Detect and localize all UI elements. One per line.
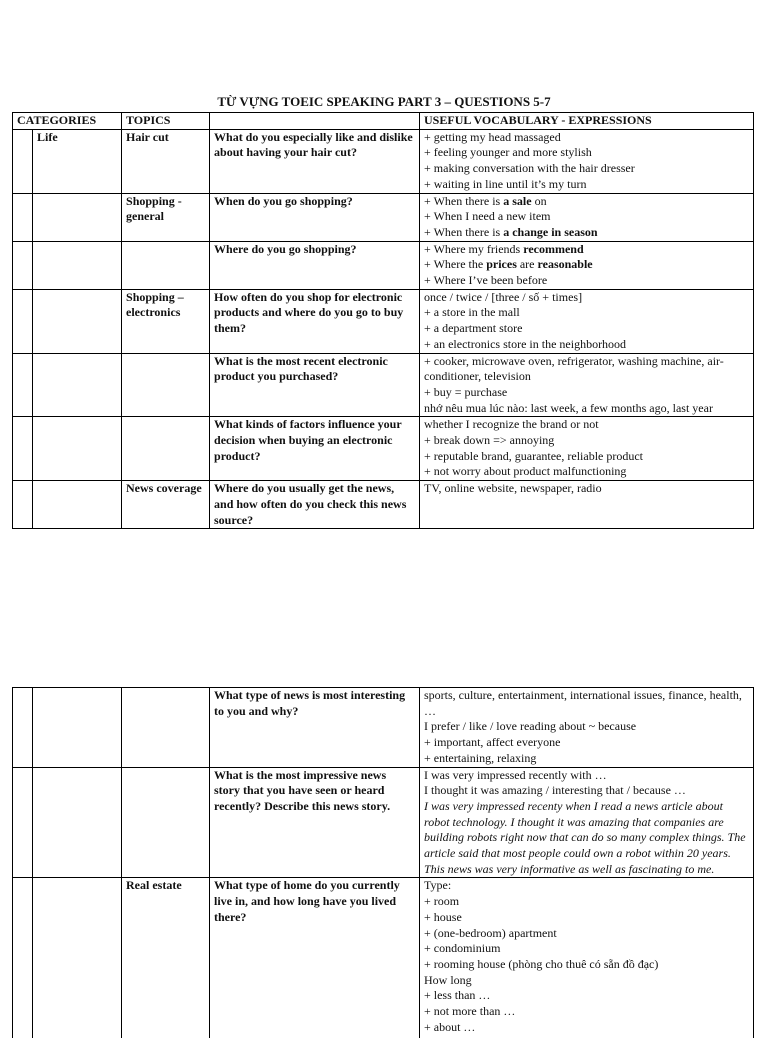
category-cell: Life [33, 129, 122, 193]
vocabulary-text: + waiting in line until it’s my turn [424, 176, 587, 191]
vocabulary-line [424, 910, 749, 926]
vocabulary-line [424, 449, 749, 465]
vocabulary-line [424, 401, 749, 417]
vocabulary-text: + feeling younger and more stylish [424, 145, 592, 160]
category-cell [33, 767, 122, 878]
category-cell [33, 353, 122, 417]
vocabulary-text: + about … [424, 1019, 476, 1034]
topic-cell: Shopping – electronics [122, 289, 210, 353]
topic-cell [122, 241, 210, 289]
category-cell [33, 417, 122, 481]
vocabulary-text: + an electronics store in the neighborhood [424, 336, 627, 351]
table-body-continued [13, 688, 754, 1038]
vocabulary-text: sports, culture, entertainment, international issues, finance, health, … [424, 688, 742, 718]
vocabulary-cell [420, 289, 754, 353]
vocabulary-cell [420, 353, 754, 417]
vocabulary-line [424, 177, 749, 193]
topic-cell: News coverage [122, 481, 210, 529]
vocabulary-line [424, 481, 749, 497]
row-margin-cell [13, 193, 33, 241]
vocabulary-line [424, 354, 749, 385]
vocabulary-line [424, 433, 749, 449]
category-cell [33, 193, 122, 241]
vocabulary-text: + room [424, 894, 460, 909]
table-row [13, 878, 754, 1038]
topic-cell [122, 353, 210, 417]
vocabulary-cell [420, 688, 754, 768]
table-row [13, 129, 754, 193]
topic-cell [122, 767, 210, 878]
vocabulary-cell [420, 193, 754, 241]
vocabulary-line [424, 161, 749, 177]
vocabulary-text: + not more than … [424, 1004, 516, 1019]
vocabulary-text: + cooker, microwave oven, refrigerator, washing machine, air-conditioner, television [424, 353, 724, 384]
row-margin-cell [13, 688, 33, 768]
vocabulary-text: + important, affect everyone [424, 735, 561, 750]
vocabulary-line [424, 130, 749, 146]
vocabulary-line [424, 768, 749, 784]
topic-cell: Real estate [122, 878, 210, 1038]
vocabulary-cell [420, 767, 754, 878]
vocabulary-emphasis: prices [486, 257, 517, 272]
vocabulary-line [424, 385, 749, 401]
vocabulary-cell [420, 878, 754, 1038]
vocabulary-text: + rooming house (phòng cho thuê có sẵn đồ đạc) [424, 956, 659, 971]
vocabulary-emphasis: reasonable [537, 257, 593, 272]
vocabulary-text: + house [424, 909, 462, 924]
vocabulary-cell [420, 129, 754, 193]
vocabulary-text: How long [424, 972, 472, 987]
table-row [13, 417, 754, 481]
vocabulary-line [424, 1004, 749, 1020]
vocabulary-line [424, 719, 749, 735]
vocabulary-text: I prefer / like / love reading about ~ because [424, 719, 637, 734]
vocabulary-line [424, 194, 749, 210]
vocabulary-line [424, 417, 749, 433]
table-row [13, 241, 754, 289]
question-cell: What is the most recent electronic product you purchased? [210, 353, 420, 417]
vocabulary-line [424, 273, 749, 289]
topic-cell [122, 688, 210, 768]
vocabulary-text: + (one-bedroom) apartment [424, 925, 557, 940]
row-margin-cell [13, 767, 33, 878]
question-cell: How often do you shop for electronic products and where do you go to buy them? [210, 289, 420, 353]
vocabulary-text: TV, online website, newspaper, radio [424, 481, 602, 496]
vocabulary-line [424, 878, 749, 894]
vocabulary-text: + Where I’ve been before [424, 273, 548, 288]
vocabulary-cell [420, 481, 754, 529]
document-title: TỪ VỰNG TOEIC SPEAKING PART 3 – QUESTIONS 5-7 [217, 94, 551, 109]
vocabulary-text: + reputable brand, guarantee, reliable product [424, 448, 644, 463]
vocabulary-text: Type: [424, 878, 452, 893]
vocabulary-line [424, 321, 749, 337]
topic-cell: Shopping - general [122, 193, 210, 241]
vocabulary-text: I was very impressed recently with … [424, 767, 607, 782]
vocabulary-text: are [516, 257, 538, 272]
row-margin-cell [13, 289, 33, 353]
vocabulary-emphasis: a change in season [503, 224, 598, 239]
vocabulary-text: once / twice / [three / số + times] [424, 289, 583, 304]
row-margin-cell [13, 878, 33, 1038]
table-row [13, 688, 754, 768]
question-cell: What type of home do you currently live in, and how long have you lived there? [210, 878, 420, 1038]
vocabulary-line [424, 973, 749, 989]
question-cell: When do you go shopping? [210, 193, 420, 241]
vocabulary-line [424, 941, 749, 957]
category-cell [33, 878, 122, 1038]
vocabulary-line [424, 464, 749, 480]
table-row [13, 193, 754, 241]
vocabulary-line [424, 735, 749, 751]
vocabulary-text: + Where my friends [424, 241, 524, 256]
row-margin-cell [13, 417, 33, 481]
vocabulary-emphasis: recommend [523, 241, 584, 256]
vocabulary-line [424, 783, 749, 799]
vocabulary-text: + When I need a new item [424, 209, 551, 224]
vocabulary-line [424, 209, 749, 225]
vocabulary-text: + buy = purchase [424, 384, 508, 399]
vocabulary-line [424, 688, 749, 719]
row-margin-cell [13, 129, 33, 193]
category-cell [33, 289, 122, 353]
topic-cell [122, 417, 210, 481]
row-margin-cell [13, 481, 33, 529]
vocabulary-text: + break down => annoying [424, 433, 555, 448]
vocabulary-text: + a store in the mall [424, 305, 520, 320]
vocabulary-text: + less than … [424, 988, 491, 1003]
vocabulary-cell [420, 241, 754, 289]
vocabulary-line [424, 926, 749, 942]
vocabulary-line [424, 290, 749, 306]
row-margin-cell [13, 353, 33, 417]
vocabulary-text: I was very impressed recenty when I read a news article about robot technology. I thought it was amazing that companies are building robots right now that can do so many complex things. The article said that most people could own a robot within 20 years. This news was very informative as well as fascinating to me. [424, 798, 746, 876]
header-vocabulary: USEFUL VOCABULARY - EXPRESSIONS [420, 113, 754, 130]
table-row [13, 767, 754, 878]
category-cell [33, 688, 122, 768]
vocabulary-text: I thought it was amazing / interesting that / because … [424, 783, 686, 798]
topic-cell: Hair cut [122, 129, 210, 193]
table-body [13, 129, 754, 529]
vocabulary-text: + entertaining, relaxing [424, 750, 537, 765]
vocabulary-text: + Where the [424, 257, 487, 272]
vocabulary-text: + getting my head massaged [424, 129, 561, 144]
table-header-row [13, 113, 754, 130]
header-topics: TOPICS [122, 113, 210, 130]
vocabulary-line [424, 257, 749, 273]
vocabulary-line [424, 1020, 749, 1036]
vocabulary-line [424, 751, 749, 767]
table-row [13, 289, 754, 353]
vocabulary-text: nhớ nêu mua lúc nào: last week, a few months ago, last year [424, 400, 713, 415]
vocabulary-table-continued [12, 687, 754, 1038]
vocabulary-cell [420, 417, 754, 481]
vocabulary-line [424, 145, 749, 161]
category-cell [33, 241, 122, 289]
vocabulary-text: + a department store [424, 321, 523, 336]
vocabulary-text: + condominium [424, 941, 501, 956]
table-row [13, 481, 754, 529]
category-cell [33, 481, 122, 529]
question-cell: Where do you go shopping? [210, 241, 420, 289]
question-cell: What do you especially like and dislike about having your hair cut? [210, 129, 420, 193]
vocabulary-line [424, 225, 749, 241]
header-question [210, 113, 420, 130]
vocabulary-line [424, 957, 749, 973]
vocabulary-text: + When there is [424, 193, 504, 208]
question-cell: Where do you usually get the news, and how often do you check this news source? [210, 481, 420, 529]
vocabulary-line [424, 988, 749, 1004]
question-cell: What type of news is most interesting to you and why? [210, 688, 420, 768]
table-row [13, 353, 754, 417]
vocabulary-text: on [531, 193, 547, 208]
row-margin-cell [13, 241, 33, 289]
vocabulary-emphasis: a sale [503, 193, 532, 208]
vocabulary-line [424, 305, 749, 321]
question-cell: What kinds of factors influence your decision when buying an electronic product? [210, 417, 420, 481]
vocabulary-text: whether I recognize the brand or not [424, 417, 599, 432]
vocabulary-text: + making conversation with the hair dresser [424, 161, 635, 176]
vocabulary-line [424, 242, 749, 258]
vocabulary-line [424, 337, 749, 353]
vocabulary-text: + When there is [424, 224, 504, 239]
vocabulary-table [12, 112, 754, 529]
vocabulary-line [424, 799, 749, 878]
question-cell: What is the most impressive news story that you have seen or heard recently? Describe this news story. [210, 767, 420, 878]
vocabulary-text: + not worry about product malfunctioning [424, 464, 627, 479]
vocabulary-line [424, 894, 749, 910]
header-categories: CATEGORIES [13, 113, 122, 130]
